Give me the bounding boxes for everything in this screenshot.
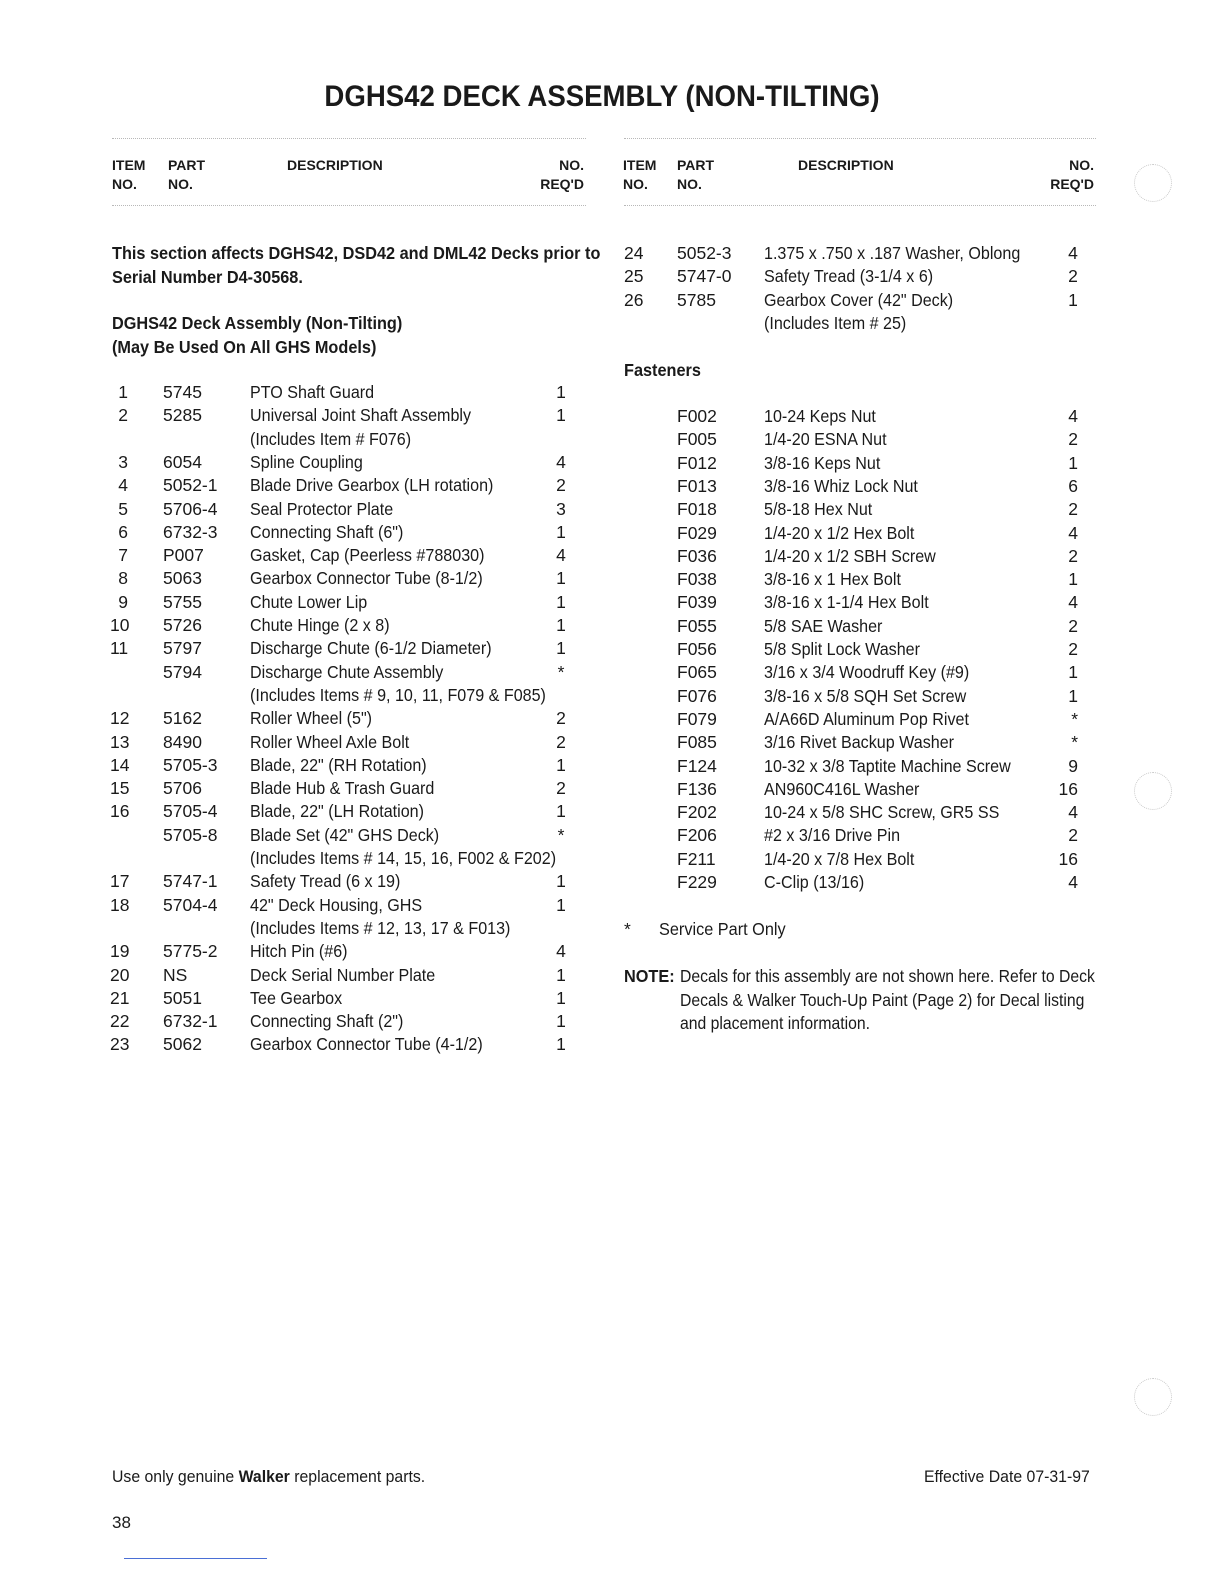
quantity-required: 4 [556, 451, 566, 472]
note-line-2: Decals & Walker Touch-Up Paint (Page 2) for Decal listing [680, 990, 1085, 1010]
binder-hole-middle [1134, 772, 1172, 810]
quantity-required: 2 [556, 778, 566, 799]
part-number: F029 [677, 522, 717, 543]
item-number: 9 [118, 591, 128, 612]
part-description: Blade Set (42" GHS Deck) [250, 824, 440, 845]
part-description: 1.375 x .750 x .187 Washer, Oblong [764, 243, 1021, 263]
part-number: 5794 [163, 661, 202, 682]
item-number: 16 [110, 801, 130, 822]
part-description: 1/4-20 x 1/2 Hex Bolt [764, 522, 915, 543]
quantity-required: 6 [1068, 475, 1078, 496]
quantity-required: 3 [556, 498, 566, 519]
part-description: (Includes Item # 25) [764, 312, 907, 333]
quantity-required: 1 [556, 1011, 566, 1032]
part-number: F005 [677, 429, 717, 450]
part-number: 5162 [163, 708, 202, 729]
service-note-text: Service Part Only [659, 919, 786, 939]
part-description: (Includes Item # F076) [250, 428, 412, 449]
quantity-required: 2 [1068, 266, 1078, 287]
quantity-required: 1 [556, 871, 566, 892]
part-number: 5705-3 [163, 754, 218, 775]
item-number: 5 [118, 498, 128, 519]
part-number: F206 [677, 825, 717, 846]
part-number: F002 [677, 406, 717, 426]
part-number: F013 [677, 475, 717, 496]
item-number: 17 [110, 871, 130, 892]
part-description: 1/4-20 x 7/8 Hex Bolt [764, 848, 915, 869]
part-description: Chute Lower Lip [250, 591, 368, 612]
quantity-required: 1 [556, 638, 566, 659]
section-subtitle-1: DGHS42 Deck Assembly (Non-Tilting) [112, 313, 403, 333]
part-description: 3/8-16 Keps Nut [764, 452, 881, 473]
footer-accent-rule [124, 1558, 267, 1559]
item-number: 3 [118, 451, 128, 472]
part-description: Roller Wheel Axle Bolt [250, 731, 410, 752]
part-description: Blade Drive Gearbox (LH rotation) [250, 475, 494, 496]
part-description: 5/8 Split Lock Washer [764, 639, 921, 659]
quantity-required: 1 [556, 521, 566, 542]
quantity-required: 1 [556, 591, 566, 612]
part-description: Connecting Shaft (6") [250, 521, 404, 542]
header-part-no-left: PART NO. [168, 157, 206, 192]
header-top-rule-right [624, 138, 1096, 139]
header-qty-left: NO. REQ'D [540, 157, 584, 192]
binder-hole-top [1134, 164, 1172, 202]
part-description: Chute Hinge (2 x 8) [250, 615, 390, 635]
binder-hole-bottom [1134, 1378, 1172, 1416]
quantity-required: 16 [1058, 848, 1078, 869]
part-number: F056 [677, 639, 717, 659]
part-number: F038 [677, 569, 717, 590]
quantity-required: 1 [556, 894, 566, 915]
quantity-required: * [557, 824, 565, 845]
item-number: 14 [110, 754, 130, 775]
quantity-required: 16 [1058, 778, 1078, 799]
part-number: 6732-1 [163, 1011, 218, 1032]
part-description: Seal Protector Plate [250, 498, 394, 519]
part-number: 5705-8 [163, 824, 218, 845]
part-description: Blade, 22" (LH Rotation) [250, 801, 424, 822]
item-number: 26 [624, 289, 644, 310]
part-number: 6054 [163, 451, 202, 472]
part-description: Gearbox Connector Tube (8-1/2) [250, 568, 483, 589]
quantity-required: 4 [1068, 406, 1078, 426]
part-description: Roller Wheel (5") [250, 708, 373, 729]
part-description: Connecting Shaft (2") [250, 1011, 404, 1032]
quantity-required: 1 [556, 964, 566, 985]
footer-brand: Walker [238, 1467, 290, 1486]
quantity-required: 9 [1068, 755, 1078, 776]
quantity-required: 1 [556, 801, 566, 822]
part-number: 5706-4 [163, 498, 218, 519]
intro-line-2: Serial Number D4-30568. [112, 267, 303, 287]
quantity-required: 1 [1068, 662, 1078, 683]
part-number: F211 [677, 848, 716, 869]
part-number: 5755 [163, 591, 202, 612]
item-number: 12 [110, 708, 130, 729]
part-description: Safety Tread (6 x 19) [250, 871, 401, 892]
part-number: 5785 [677, 289, 716, 310]
header-description-right: DESCRIPTION [798, 157, 894, 173]
item-number: 11 [110, 638, 129, 659]
quantity-required: 1 [556, 987, 566, 1008]
item-number: 8 [118, 568, 128, 589]
part-description: Spline Coupling [250, 451, 363, 472]
part-description: Hitch Pin (#6) [250, 941, 348, 962]
item-number: 13 [110, 731, 130, 752]
part-description: Discharge Chute Assembly [250, 661, 444, 682]
part-number: NS [163, 964, 188, 985]
quantity-required: 2 [1068, 615, 1078, 636]
quantity-required: 4 [1068, 872, 1078, 892]
part-description: AN960C416L Washer [764, 778, 920, 799]
header-qty-right: NO. REQ'D [1050, 157, 1094, 192]
note-line-3: and placement information. [680, 1013, 870, 1033]
quantity-required: 4 [556, 941, 566, 962]
item-number: 21 [110, 987, 130, 1008]
part-number: F136 [677, 778, 717, 799]
part-description: (Includes Items # 9, 10, 11, F079 & F085) [250, 684, 546, 705]
part-description: 3/16 x 3/4 Woodruff Key (#9) [764, 662, 970, 683]
part-number: 5747-0 [677, 266, 732, 287]
header-bottom-rule-left [112, 205, 586, 206]
quantity-required: 1 [556, 615, 566, 635]
part-number: F018 [677, 499, 717, 520]
quantity-required: 1 [556, 1034, 566, 1055]
part-number: F079 [677, 708, 717, 729]
part-description: Blade Hub & Trash Guard [250, 778, 435, 799]
item-number: 20 [110, 964, 130, 985]
part-description: PTO Shaft Guard [250, 382, 375, 402]
part-description: 10-32 x 3/8 Taptite Machine Screw [764, 755, 1011, 776]
page-title: DGHS42 DECK ASSEMBLY (NON-TILTING) [324, 80, 880, 113]
part-number: 5745 [163, 382, 202, 402]
quantity-required: 1 [556, 405, 566, 426]
header-top-rule-left [112, 138, 586, 139]
item-number: 18 [110, 894, 130, 915]
part-description: 42" Deck Housing, GHS [250, 894, 423, 915]
quantity-required: 4 [1068, 592, 1078, 613]
quantity-required: 2 [1068, 545, 1078, 566]
note-label: NOTE: [624, 966, 675, 986]
quantity-required: 2 [1068, 429, 1078, 450]
item-number: 6 [118, 521, 128, 542]
part-number: 5706 [163, 778, 202, 799]
item-number: 10 [110, 615, 130, 635]
quantity-required: 2 [556, 475, 566, 496]
quantity-required: 4 [1068, 802, 1078, 823]
part-number: F039 [677, 592, 717, 613]
part-number: F229 [677, 872, 717, 892]
part-description: Gasket, Cap (Peerless #788030) [250, 545, 485, 566]
footer-effective-date: Effective Date 07-31-97 [924, 1467, 1090, 1486]
part-description: #2 x 3/16 Drive Pin [764, 825, 901, 846]
part-number: 5775-2 [163, 941, 218, 962]
part-number: F076 [677, 685, 717, 706]
quantity-required: * [1071, 708, 1078, 729]
intro-line-1: This section affects DGHS42, DSD42 and DML42 Decks prior to [112, 243, 601, 263]
item-number: 25 [624, 266, 644, 287]
part-number: F036 [677, 545, 717, 566]
part-number: F055 [677, 615, 717, 636]
part-number: 6732-3 [163, 521, 218, 542]
section-subtitle-2: (May Be Used On All GHS Models) [112, 337, 377, 357]
header-part-no-right: PART NO. [677, 157, 715, 192]
header-description-left: DESCRIPTION [287, 157, 383, 173]
quantity-required: 1 [1068, 685, 1078, 706]
part-description: Gearbox Cover (42" Deck) [764, 289, 954, 310]
item-number: 23 [110, 1034, 130, 1055]
part-number: 5052-1 [163, 475, 218, 496]
part-description: 3/8-16 x 5/8 SQH Set Screw [764, 685, 967, 706]
part-description: Discharge Chute (6-1/2 Diameter) [250, 638, 492, 659]
header-bottom-rule-right [624, 205, 1096, 206]
part-description: 3/8-16 Whiz Lock Nut [764, 475, 918, 496]
part-number: 5052-3 [677, 243, 732, 263]
part-number: 5797 [163, 638, 202, 659]
quantity-required: 2 [556, 708, 566, 729]
part-number: 5747-1 [163, 871, 218, 892]
part-number: F124 [677, 755, 717, 776]
quantity-required: 4 [1068, 243, 1078, 263]
quantity-required: 1 [1068, 452, 1078, 473]
item-number: 4 [118, 475, 128, 496]
header-item-no-left: ITEM NO. [112, 157, 146, 192]
note-line-1: Decals for this assembly are not shown here. Refer to Deck [680, 966, 1095, 986]
page-number: 38 [112, 1513, 131, 1532]
item-number: 22 [110, 1011, 130, 1032]
part-description: (Includes Items # 12, 13, 17 & F013) [250, 917, 511, 938]
item-number: 1 [118, 382, 128, 402]
quantity-required: 1 [556, 568, 566, 589]
part-description: 3/16 Rivet Backup Washer [764, 732, 955, 753]
item-number: 19 [110, 941, 130, 962]
part-description: Universal Joint Shaft Assembly [250, 405, 472, 426]
part-number: F202 [677, 802, 717, 823]
quantity-required: 4 [1068, 522, 1078, 543]
item-number: 2 [118, 405, 128, 426]
part-description: 5/8 SAE Washer [764, 615, 883, 636]
part-description: 3/8-16 x 1 Hex Bolt [764, 569, 901, 590]
part-number: P007 [163, 545, 204, 566]
quantity-required: 2 [1068, 639, 1078, 659]
part-number: 8490 [163, 731, 202, 752]
part-description: C-Clip (13/16) [764, 872, 865, 892]
part-description: (Includes Items # 14, 15, 16, F002 & F202) [250, 848, 557, 868]
item-number: 7 [118, 545, 128, 566]
quantity-required: 1 [1068, 289, 1078, 310]
quantity-required: 1 [556, 754, 566, 775]
fasteners-heading: Fasteners [624, 360, 701, 380]
quantity-required: 4 [556, 545, 566, 566]
quantity-required: 1 [1068, 569, 1078, 590]
quantity-required: 2 [1068, 499, 1078, 520]
part-description: 3/8-16 x 1-1/4 Hex Bolt [764, 592, 929, 613]
part-number: 5705-4 [163, 801, 218, 822]
part-number: 5285 [163, 405, 202, 426]
part-description: 10-24 Keps Nut [764, 406, 876, 426]
part-description: 1/4-20 ESNA Nut [764, 429, 887, 450]
part-description: 5/8-18 Hex Nut [764, 499, 873, 520]
part-description: Safety Tread (3-1/4 x 6) [764, 266, 934, 287]
part-number: 5062 [163, 1034, 202, 1055]
quantity-required: * [557, 661, 565, 682]
part-description: A/A66D Aluminum Pop Rivet [764, 708, 969, 729]
quantity-required: 1 [556, 382, 566, 402]
part-description: 1/4-20 x 1/2 SBH Screw [764, 545, 936, 566]
part-description: Deck Serial Number Plate [250, 964, 436, 985]
part-number: 5051 [163, 987, 202, 1008]
part-description: Gearbox Connector Tube (4-1/2) [250, 1034, 483, 1055]
quantity-required: 2 [556, 731, 566, 752]
footer-genuine-parts: Use only genuine Walker replacement parts. [112, 1467, 426, 1486]
part-description: Tee Gearbox [250, 987, 343, 1008]
header-item-no-right: ITEM NO. [623, 157, 657, 192]
part-number: F012 [677, 452, 717, 473]
part-description: 10-24 x 5/8 SHC Screw, GR5 SS [764, 802, 1000, 823]
quantity-required: 2 [1068, 825, 1078, 846]
part-number: 5063 [163, 568, 202, 589]
service-mark: * [624, 919, 631, 939]
item-number: 24 [624, 243, 644, 263]
part-number: 5704-4 [163, 894, 218, 915]
part-number: F065 [677, 662, 717, 683]
part-number: 5726 [163, 615, 202, 635]
quantity-required: * [1071, 732, 1078, 753]
part-description: Blade, 22" (RH Rotation) [250, 754, 427, 775]
part-number: F085 [677, 732, 717, 753]
item-number: 15 [110, 778, 130, 799]
